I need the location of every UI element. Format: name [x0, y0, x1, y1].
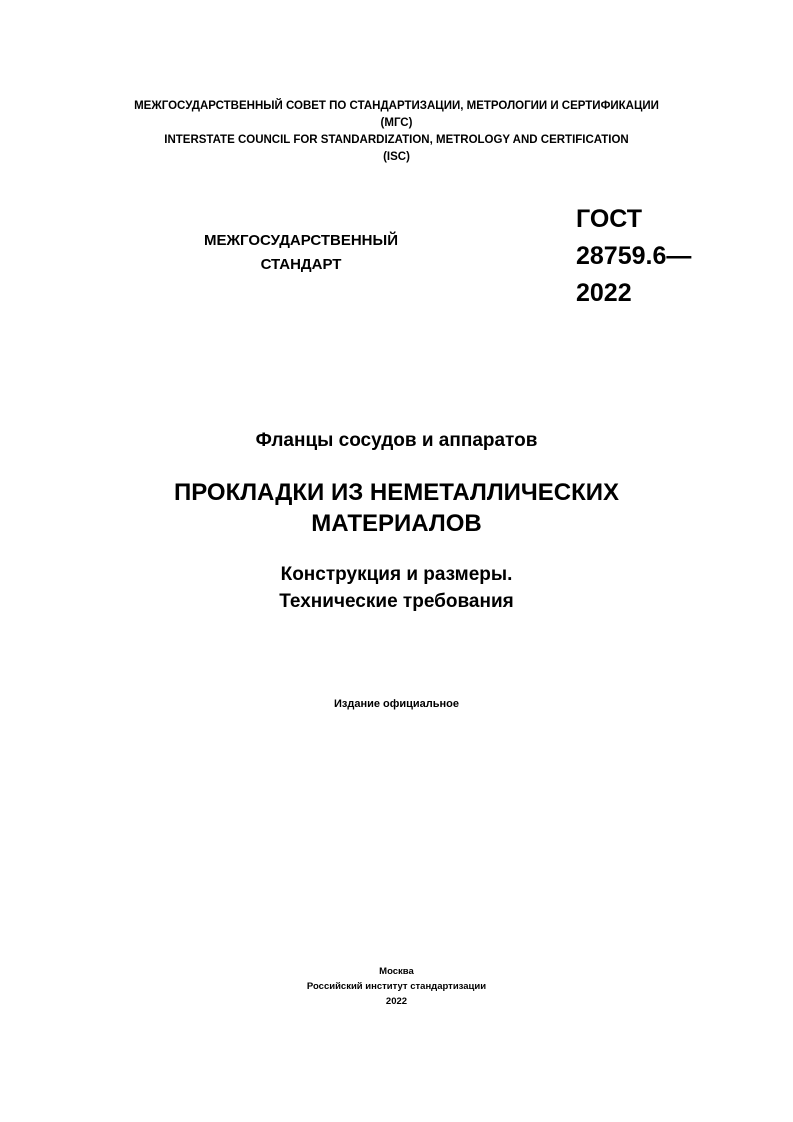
gost-number: 28759.6— — [576, 242, 692, 270]
document-main-title — [0, 477, 793, 539]
document-description — [0, 561, 793, 615]
council-ru-abbr: (МГС) — [380, 117, 413, 129]
standard-type-line2: СТАНДАРТ — [260, 256, 342, 273]
imprint-city: Москва — [379, 966, 414, 977]
council-header — [0, 98, 793, 166]
edition-label: Издание официальное — [333, 698, 460, 710]
gost-label: ГОСТ — [576, 205, 642, 233]
council-en-abbr: (ISC) — [383, 151, 410, 163]
council-ru-name: МЕЖГОСУДАРСТВЕННЫЙ СОВЕТ ПО СТАНДАРТИЗАЦИИ, МЕТРОЛОГИИ И СЕРТИФИКАЦИИ — [134, 100, 659, 112]
imprint-publisher: Российский институт стандартизации — [306, 981, 487, 992]
main-title-line2: МАТЕРИАЛОВ — [311, 510, 482, 537]
main-title-line1: ПРОКЛАДКИ ИЗ НЕМЕТАЛЛИЧЕСКИХ — [173, 479, 620, 506]
standard-type-label — [171, 229, 431, 277]
document-subtitle: Фланцы сосудов и аппаратов — [255, 430, 538, 451]
imprint — [0, 964, 793, 1009]
description-line1: Конструкция и размеры. — [280, 564, 513, 585]
gost-year: 2022 — [576, 279, 632, 307]
council-en-name: INTERSTATE COUNCIL FOR STANDARDIZATION, METROLOGY AND CERTIFICATION — [164, 134, 629, 146]
standard-type-line1: МЕЖГОСУДАРСТВЕННЫЙ — [204, 232, 398, 249]
imprint-year: 2022 — [385, 996, 408, 1007]
gost-designation — [576, 201, 691, 312]
description-line2: Технические требования — [279, 591, 514, 612]
